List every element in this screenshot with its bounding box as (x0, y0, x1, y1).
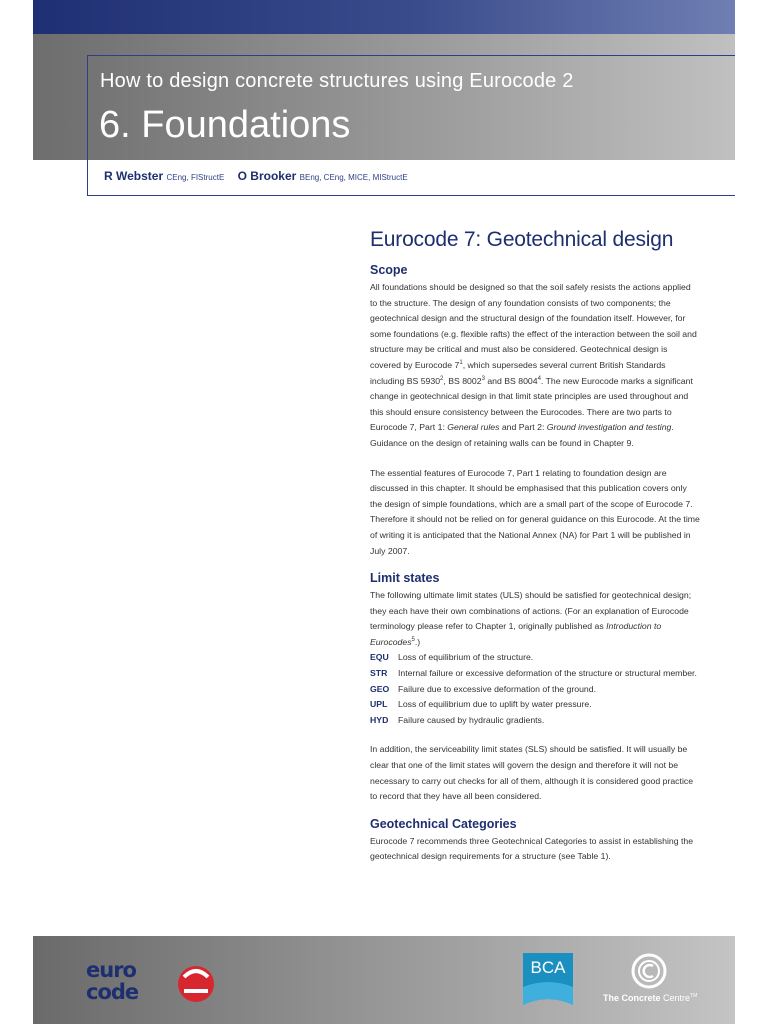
concrete-centre-logo-text: The Concrete Centre™ (603, 993, 698, 1003)
section-heading-scope: Scope (370, 263, 408, 277)
header-frame-line (87, 55, 88, 196)
concrete-centre-icon (630, 952, 668, 990)
limit-state-list (370, 650, 700, 728)
section-heading-limit-states: Limit states (370, 571, 440, 586)
header-frame-line (87, 195, 735, 196)
author-line (104, 169, 418, 183)
author-credentials: CEng, FIStructE (166, 173, 225, 182)
chapter-title: 6. Foundations (99, 104, 351, 146)
scope-paragraph-1: All foundations should be designed so that the soil safely resists the actions applied to the structure. The design of any foundation consists of two components; the geotechnical design and the structural design of the foundation itself. However, for some foundations (e.g. flexible rafts) the effect of the interaction between the soil and structure may be critical and must also be considered. Geotechnical design is covered by Eurocode $7^1$, which supersedes several current British Standards including BS 5930$^2$, BS 8002$^3$ and BS 8004$^4$. The new Eurocode marks a significant change in geotechnical design in that limit state principles are used throughout and this should ensure consistency between the Eurocodes. There are two parts to Eurocode 7, Part 1: General rules and Part 2: Ground investigation and testing. Guidance on the design of retaining walls can be found in Chapter 9. (370, 282, 697, 448)
svg-text:euro: euro (86, 958, 136, 982)
scope-paragraph-2: The essential features of Eurocode 7, Part 1 relating to foundation design are discussed in this chapter. It should be emphasised that this publication covers only the design of simple foundations, which are a small part of the scope of Eurocode 7. Therefore it should not be relied on for general guidance on this Eurocode. At the time of writing it is anticipated that the National Annex (NA) for Part 1 will be published in July 2007. (370, 467, 700, 556)
limit-states-intro: The following ultimate limit states (ULS) should be satisfied for geotechnical design; they each have their own combinations of actions. (For an explanation of Eurocode terminology please refer to Chapter 1, originally published as Introduction to Eurocodes$^5$.) (370, 590, 692, 647)
header-frame-line (87, 55, 735, 56)
top-color-band (33, 0, 735, 34)
limit-state-item: EQU Loss of equilibrium of the structure. (370, 652, 534, 663)
sls-paragraph: In addition, the serviceability limit states (SLS) should be satisfied. It will usually be clear that one of the limit states will govern the design and therefore it will not be necessary to carry out checks for all of them, although it is considered good practice to record that they have all been considered. (370, 744, 694, 802)
series-title: How to design concrete structures using Eurocode 2 (100, 70, 574, 92)
article-title: Eurocode 7: Geotechnical design (370, 228, 674, 251)
bca-logo (523, 953, 573, 1005)
limit-state-item: STR Internal failure or excessive deformation of the structure or structural member. (370, 668, 697, 679)
section-heading-geotechnical-categories: Geotechnical Categories (370, 816, 517, 831)
page-margin-left (0, 0, 33, 1024)
article-body (370, 228, 700, 865)
svg-text:code: code (86, 980, 139, 1004)
limit-state-item: UPL Loss of equilibrium due to uplift by water pressure. (370, 699, 592, 710)
svg-text:BCA: BCA (530, 958, 566, 977)
page-margin-right (735, 0, 768, 1024)
author-name: O Brooker (237, 169, 297, 183)
document-page (33, 0, 735, 1024)
limit-state-item: HYD Failure caused by hydraulic gradients. (370, 714, 545, 725)
eurocode-logo (84, 957, 224, 1007)
geotechnical-categories-paragraph: Eurocode 7 recommends three Geotechnical Categories to assist in establishing the geotechnical design requirements for a structure (see Table 1). (370, 835, 694, 862)
author-name: R Webster (104, 169, 164, 183)
limit-state-item: GEO Failure due to excessive deformation of the ground. (370, 683, 596, 694)
author-credentials: BEng, CEng, MICE, MIStructE (299, 173, 408, 182)
